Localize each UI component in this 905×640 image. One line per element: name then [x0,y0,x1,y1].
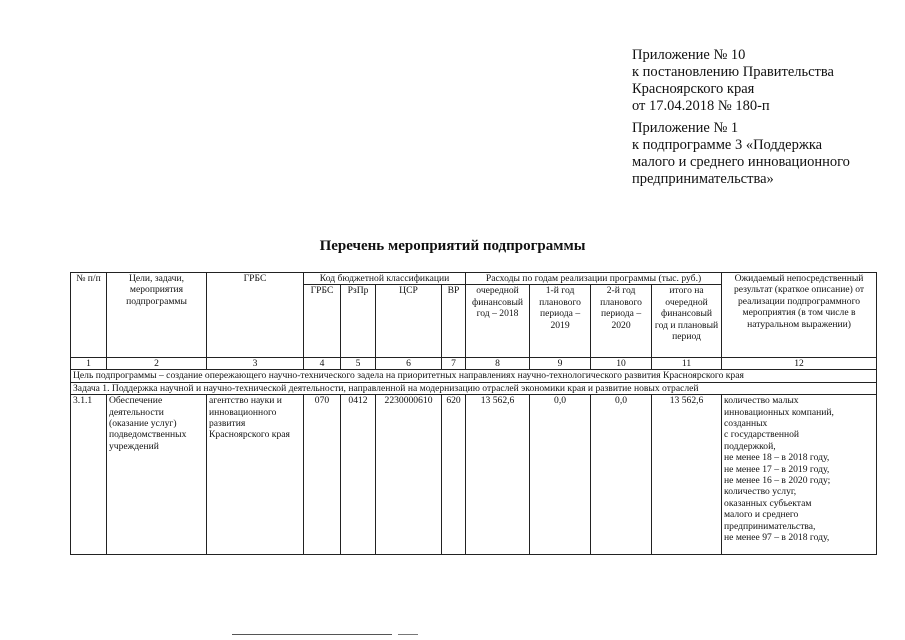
column-number: 5 [341,358,376,370]
header-year-2020: 2-й год планового периода – 2020 [591,285,652,358]
appendix-line: предпринимательства» [632,171,774,187]
measure-name: Обеспечение деятельности (оказание услуг) подведомственных учреждений [107,395,207,555]
goal-text: Цель подпрограммы – создание опережающего научно-технического задела на приоритетных направлениях научно-технологического развития Красноярского края [71,370,877,382]
column-number: 12 [722,358,877,370]
header-code-grbs: ГРБС [304,285,341,358]
result-line: предпринимательства, [724,520,816,532]
result-line: количество услуг, [724,486,797,498]
measure-vr: 620 [442,395,466,555]
header-grbs: ГРБС [207,273,304,358]
result-line: количество малых [724,395,799,407]
appendix-line: Приложение № 1 [632,120,739,136]
header-code-csr: ЦСР [376,285,442,358]
appendix-line: к подпрограмме 3 «Поддержка [632,137,823,153]
table-row [71,395,877,555]
footer-rule [232,634,392,635]
appendix-government-decree [632,47,834,115]
result-line: не менее 17 – в 2019 году, [724,463,830,475]
header-year-2018: очередной финансовый год – 2018 [466,285,530,358]
appendix-subprogram [632,120,850,188]
result-line: с государственной [724,429,800,441]
column-number-row [71,358,877,370]
goal-row [71,370,877,382]
result-line: оказанных субъектам [724,497,812,509]
result-line: созданных [724,418,768,430]
appendix-line: малого и среднего инновационного [632,154,850,170]
measure-csr: 2230000610 [376,395,442,555]
header-result: Ожидаемый непосредственный результат (краткое описание) от реализации подпрограммного мероприятия (в том числе в натуральном выражении) [722,273,877,358]
result-line: не менее 97 – в 2018 году, [724,532,830,544]
footer-rule-short [398,634,418,635]
header-year-2019: 1-й год планового периода – 2019 [530,285,591,358]
column-number: 9 [530,358,591,370]
document-title: Перечень мероприятий подпрограммы [319,238,586,254]
column-number: 10 [591,358,652,370]
header-expenses: Расходы по годам реализации программы (тыс. руб.) [466,273,722,285]
header-budget-code: Код бюджетной классификации [304,273,466,285]
measure-result [722,395,877,555]
column-number: 2 [107,358,207,370]
result-line: поддержкой, [724,440,776,452]
measure-expense-2020: 0,0 [591,395,652,555]
column-number: 6 [376,358,442,370]
measures-table [70,272,877,555]
appendix-line: Приложение № 10 [632,47,746,63]
task-text: Задача 1. Поддержка научной и научно-технической деятельности, направленной на модернизацию отраслей экономики края и развитие новых отраслей [71,382,877,394]
column-number: 1 [71,358,107,370]
header-row [71,273,877,285]
column-number: 8 [466,358,530,370]
measure-expense-2019: 0,0 [530,395,591,555]
result-line: инновационных компаний, [724,406,834,418]
measure-grbs: агентство науки и инновационного развития Красноярского края [207,395,304,555]
column-number: 7 [442,358,466,370]
result-line: малого и среднего [724,509,799,521]
column-number: 3 [207,358,304,370]
header-goals: Цели, задачи, мероприятия подпрограммы [107,273,207,358]
header-code-rzpr: РзПр [341,285,376,358]
task-row [71,382,877,394]
measure-number: 3.1.1 [71,395,107,555]
header-code-vr: ВР [442,285,466,358]
header-total: итого на очередной финансовый год и плановый период [652,285,722,358]
column-number: 4 [304,358,341,370]
appendix-line: к постановлению Правительства [632,64,834,80]
appendix-line: от 17.04.2018 № 180-п [632,98,770,114]
measure-code-grbs: 070 [304,395,341,555]
measure-expense-2018: 13 562,6 [466,395,530,555]
header-num: № п/п [71,273,107,358]
measure-rzpr: 0412 [341,395,376,555]
result-line: не менее 16 – в 2020 году; [724,475,831,487]
result-line: не менее 18 – в 2018 году, [724,452,830,464]
measure-expense-total: 13 562,6 [652,395,722,555]
column-number: 11 [652,358,722,370]
appendix-line: Красноярского края [632,81,755,97]
